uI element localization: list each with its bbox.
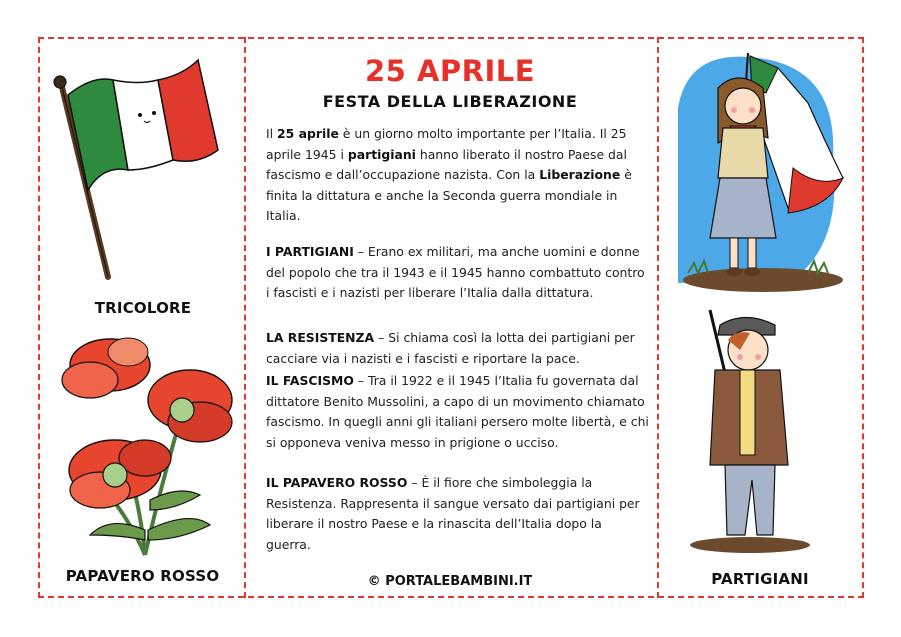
poppy-illustration xyxy=(50,330,240,560)
page-subtitle: FESTA DELLA LIBERAZIONE xyxy=(322,92,578,111)
section-term: IL PAPAVERO ROSSO xyxy=(266,475,408,490)
italian-flag-illustration xyxy=(48,55,238,285)
poppy-caption: PAPAVERO ROSSO xyxy=(65,567,220,585)
column-divider-left xyxy=(244,37,246,598)
flag-caption: TRICOLORE xyxy=(94,299,192,317)
section-term: IL FASCISMO xyxy=(266,373,354,388)
section-partigiani: I PARTIGIANI – Erano ex militari, ma anche uomini e donne del popolo che tra il 1943 e il 1945 hanno combattuto contro i fascisti e i nazisti per liberare l’Italia dalla dittatura. xyxy=(266,244,645,300)
intro-paragraph: Il 25 aprile è un giorno molto importante per l’Italia. Il 25 aprile 1945 i partigiani hanno liberato il nostro Paese dal fascismo e dall’occupazione nazista. Con la Liberazione è finita la dittatura e anche la Seconda guerra mondiale in Italia. xyxy=(266,126,632,223)
section-fascismo: IL FASCISMO – Tra il 1922 e il 1945 l’Italia fu governata dal dittatore Benito Mussolini, a capo di un movimento chiamato fascismo. In quegli anni gli italiani persero molte libertà, e chi si opponeva veniva messo in prigione o ucciso. xyxy=(266,373,649,450)
column-divider-right xyxy=(657,37,659,598)
partisans-caption: PARTIGIANI xyxy=(711,570,809,588)
section-term: I PARTIGIANI xyxy=(266,244,354,259)
page-title: 25 APRILE xyxy=(364,54,536,88)
footer-credit: © PORTALEBAMBINI.IT xyxy=(367,574,533,589)
section-term: LA RESISTENZA xyxy=(266,330,375,345)
girl-partisan-illustration xyxy=(668,48,854,298)
section-resistenza: LA RESISTENZA – Si chiama così la lotta dei partigiani per cacciare via i nazisti e i fascisti e riportare la pace. xyxy=(266,330,635,366)
boy-partisan-illustration xyxy=(680,305,830,555)
section-papavero: IL PAPAVERO ROSSO – È il fiore che simboleggia la Resistenza. Rappresenta il sangue versato dai partigiani per liberare il nostro Paese e la rinascita dell’Italia dopo la guerra. xyxy=(266,475,640,552)
